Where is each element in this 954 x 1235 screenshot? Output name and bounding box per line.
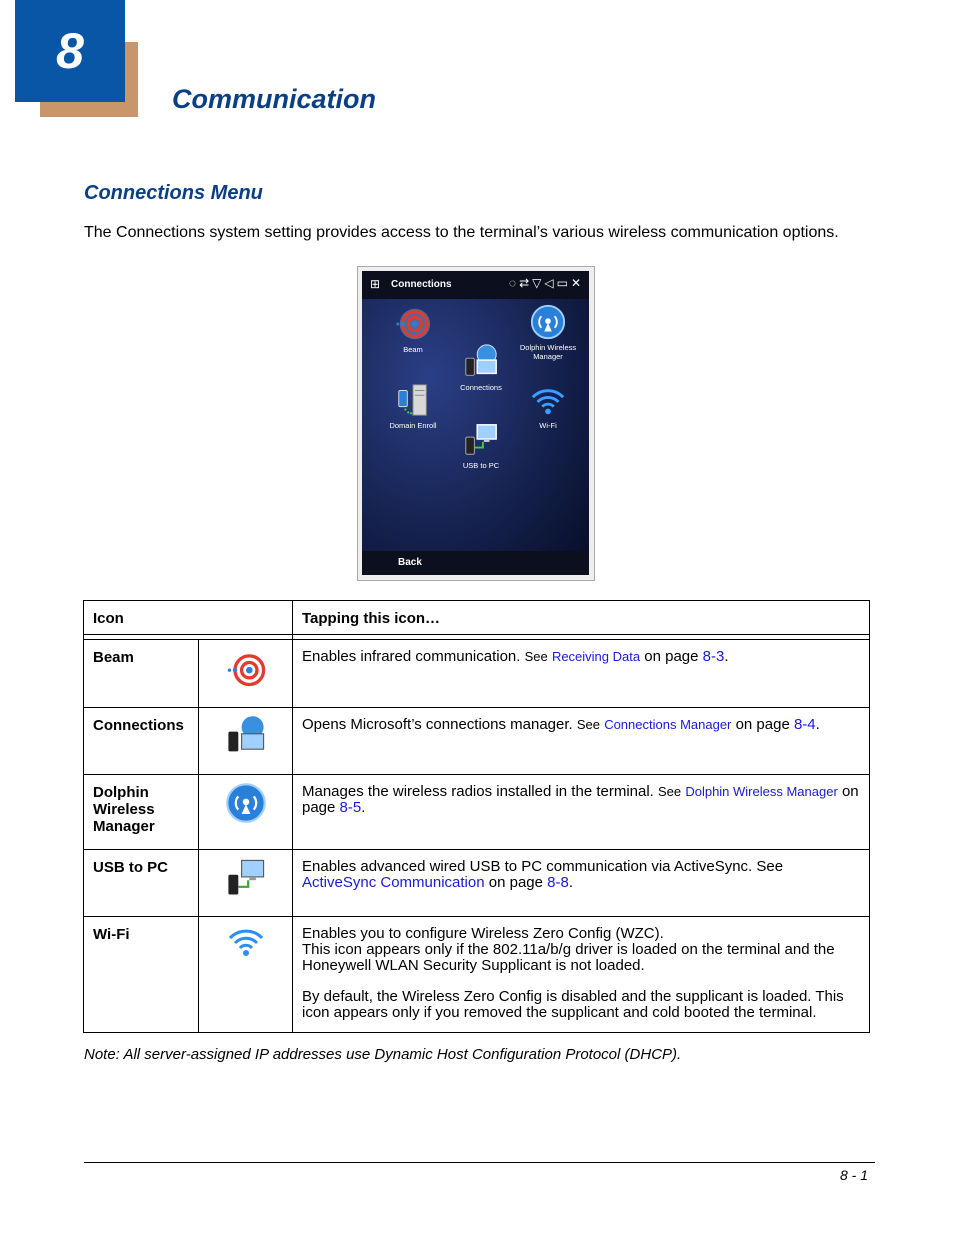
see-text: See [658,784,682,799]
row-text: Enables infrared communication. [302,648,521,665]
device-title: Connections [391,279,452,290]
connections-icon [224,714,268,758]
usb-to-pc-icon [224,856,268,900]
chapter-title: Communication [172,84,377,114]
row-text: Opens Microsoft’s connections manager. [302,716,573,733]
chapter-number-box [15,0,125,102]
volume-icon[interactable]: ◁ [544,276,557,290]
wifi-icon [529,383,567,419]
row-text: By default, the Wireless Zero Config is disabled and the supplicant is loaded. This icon appears only if you removed the supplicant and cold booted the terminal. [302,988,844,1021]
activesync-communication-link[interactable]: ActiveSync Communication [302,874,485,891]
row-description [293,775,870,850]
windows-flag-icon[interactable]: ⊞ [370,277,381,291]
row-description [293,850,870,917]
beam-icon [224,646,268,690]
row-text: Enables advanced wired USB to PC communication via ActiveSync. See [302,858,784,875]
row-icon-cell [199,708,293,775]
row-name: Connections [84,708,199,775]
dolphin-wireless-icon [529,303,567,341]
beam-icon [394,305,432,343]
icon-table [83,600,870,1033]
table-row [84,850,870,917]
on-page-text: on page [302,783,859,816]
on-page-text: on page [644,648,699,665]
dolphin-wireless-manager-link[interactable]: Dolphin Wireless Manager [685,784,838,799]
connections-manager-link[interactable]: Connections Manager [604,717,732,732]
period: . [361,799,366,816]
messaging-icon[interactable]: ◌ [508,276,520,290]
period: . [724,648,729,665]
header-icon: Icon [84,601,293,635]
device-screen [362,271,589,575]
dolphin-wireless-icon [224,781,268,825]
page-link[interactable]: 8-8 [547,874,569,891]
row-name: Dolphin Wireless Manager [84,775,199,850]
connections-icon [462,343,500,381]
row-description [293,708,870,775]
back-softkey[interactable]: Back [398,557,422,568]
device-title-bar [362,271,589,299]
table-row [84,917,870,1033]
row-text: Manages the wireless radios installed in the terminal. [302,783,654,800]
device-screenshot [357,266,595,581]
table-row [84,775,870,850]
table-header-row [84,601,870,635]
close-icon[interactable]: ✕ [570,276,584,290]
signal-icon[interactable]: ▽ [532,276,545,290]
row-name: Wi-Fi [84,917,199,1033]
page-link[interactable]: 8-4 [793,716,816,733]
row-icon-cell [199,775,293,850]
intro-paragraph: The Connections system setting provides access to the terminal’s various wireless communication options. [84,224,839,241]
page-number: 8 - 1 [839,1167,868,1183]
row-icon-cell [199,917,293,1033]
wifi-icon [226,923,266,961]
row-icon-cell [199,640,293,708]
see-text: See [524,649,548,664]
on-page-text: on page [735,716,790,733]
on-page-text: on page [488,874,543,891]
app-beam-label: Beam [403,345,423,354]
battery-icon[interactable]: ▭ [556,276,571,290]
domain-enroll-icon [394,381,432,419]
row-name: Beam [84,640,199,708]
row-name: USB to PC [84,850,199,917]
period: . [815,716,820,733]
page-link[interactable]: 8-5 [339,799,362,816]
device-softkey-bar [362,551,589,575]
header-tapping: Tapping this icon… [293,601,870,635]
app-wifi-label: Wi-Fi [539,421,557,430]
app-domain-enroll-label: Domain Enroll [389,421,437,430]
note: Note: All server-assigned IP addresses use Dynamic Host Configuration Protocol (DHCP). [84,1046,682,1063]
app-usb-to-pc-label: USB to PC [462,461,500,470]
chapter-number: 8 [56,23,84,79]
app-connections-label: Connections [460,383,502,392]
receiving-data-link[interactable]: Receiving Data [551,649,641,664]
row-text: Enables you to configure Wireless Zero Config (WZC). [302,925,664,942]
footer-rule [84,1162,875,1163]
section-title: Connections Menu [84,182,263,204]
page-link[interactable]: 8-3 [702,648,725,665]
row-description [293,640,870,708]
row-description [293,917,870,1033]
see-text: See [576,717,601,732]
usb-to-pc-icon [462,421,500,459]
status-icons [509,276,584,290]
app-usb-to-pc[interactable] [441,421,521,470]
table-row [84,708,870,775]
app-dolphin-wireless-manager-label: Dolphin Wireless Manager [519,343,577,361]
sync-icon[interactable]: ⇄ [519,276,533,290]
period: . [568,874,574,891]
table-row [84,640,870,708]
row-text: This icon appears only if the 802.11a/b/g driver is loaded on the terminal and the Honeywell WLAN Security Supplicant is not loaded. [302,941,835,974]
row-icon-cell [199,850,293,917]
